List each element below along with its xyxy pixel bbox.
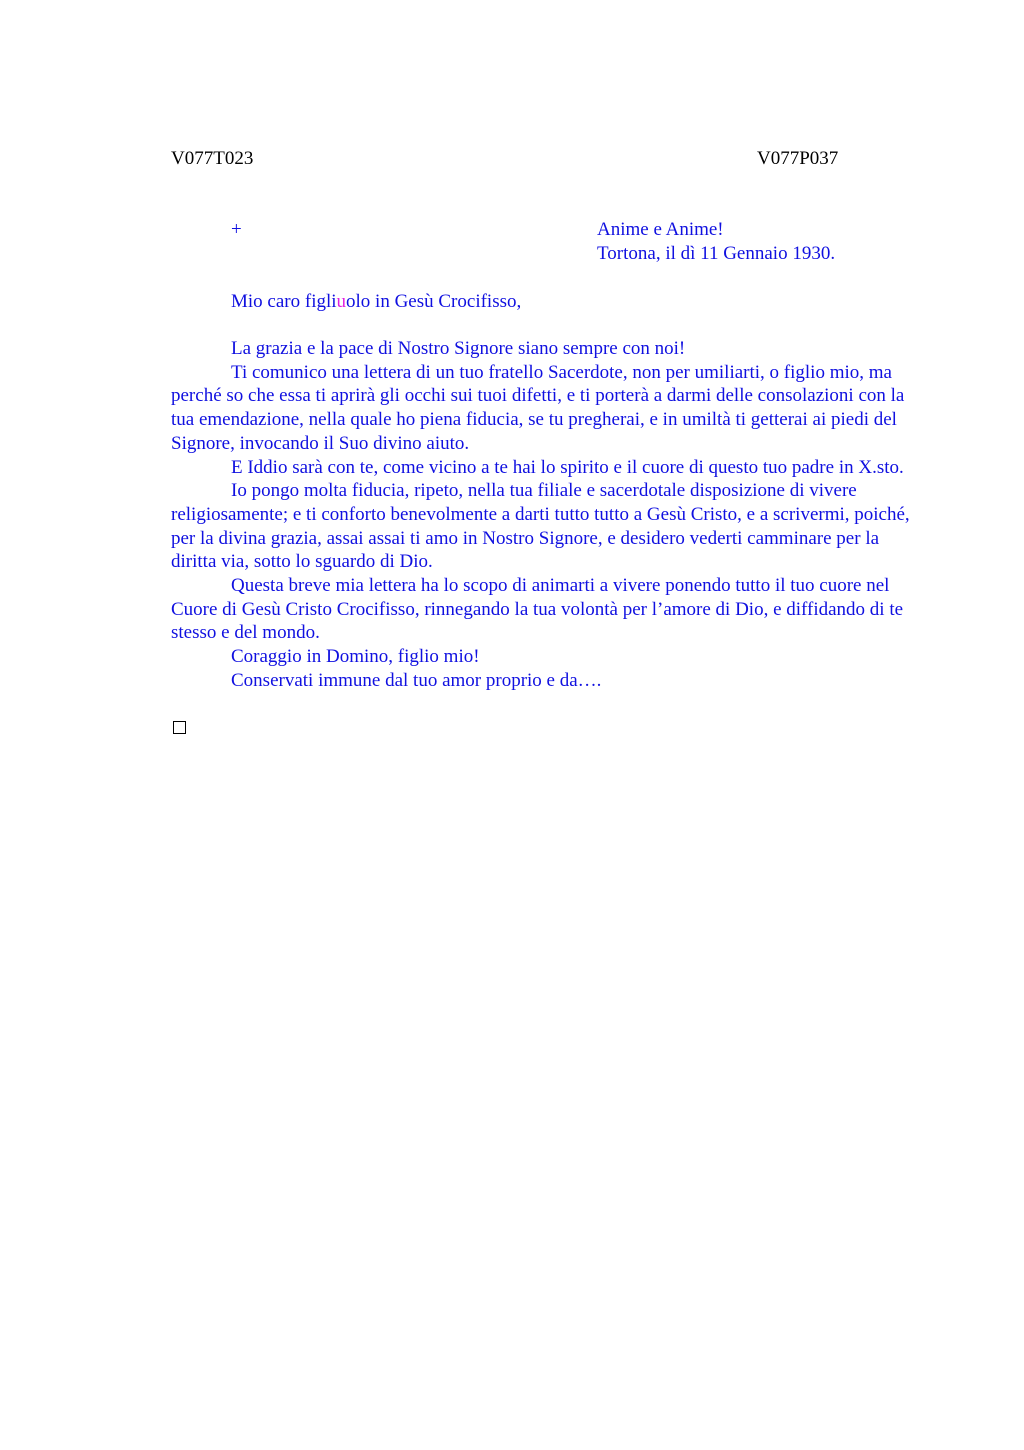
document-code-right: V077P037 [757,148,839,169]
paragraph: Coraggio in Domino, figlio mio! [231,646,480,668]
letter-body [171,337,923,693]
motto: Anime e Anime! [597,219,724,240]
paragraph: E Iddio sarà con te, come vicino a te hai lo spirito e il cuore di questo tuo padre in X.sto. [231,456,904,478]
salutation-part2: olo in Gesù Crocifisso, [346,291,522,312]
document-code-left: V077T023 [171,148,254,169]
end-mark-square [173,721,186,734]
paragraph: Ti comunico una lettera di un tuo fratello Sacerdote, non per umiliarti, o figlio mio, ma perché so che essa ti aprirà gli occhi sui tuoi difetti, e ti porterà a darmi delle consolazioni con la tua emendazione, nella quale ho piena fiducia, se tu pregherai, e in umiltà ti getterai ai piedi del Signore, invocando il Suo divino aiuto. [171,361,905,454]
salutation-highlight: u [336,291,347,312]
paragraph: Io pongo molta fiducia, ripeto, nella tua filiale e sacerdotale disposizione di vivere religiosamente; e ti conforto benevolmente a darti tutto tutto a Gesù Cristo, e a scrivermi, poiché, per la divina grazia, assai assai ti amo in Nostro Signore, e desidero vederti camminare per la diritta via, sotto lo sguardo di Dio. [171,480,910,573]
paragraph: La grazia e la pace di Nostro Signore siano sempre con noi! [231,338,686,359]
dateline [597,218,835,265]
place-date: Tortona, il dì 11 Gennaio 1930. [597,242,836,264]
paragraph: Conservati immune dal tuo amor proprio e da…. [231,669,602,691]
salutation [231,290,521,314]
salutation-part1: Mio caro figli [231,291,337,312]
paragraph: Questa breve mia lettera ha lo scopo di animarti a vivere ponendo tutto il tuo cuore nel Cuore di Gesù Cristo Crocifisso, rinnegando la tua volontà per l’amore di Dio, e diffidando di te stesso e del mondo. [171,575,904,644]
cross-symbol: + [231,219,242,240]
